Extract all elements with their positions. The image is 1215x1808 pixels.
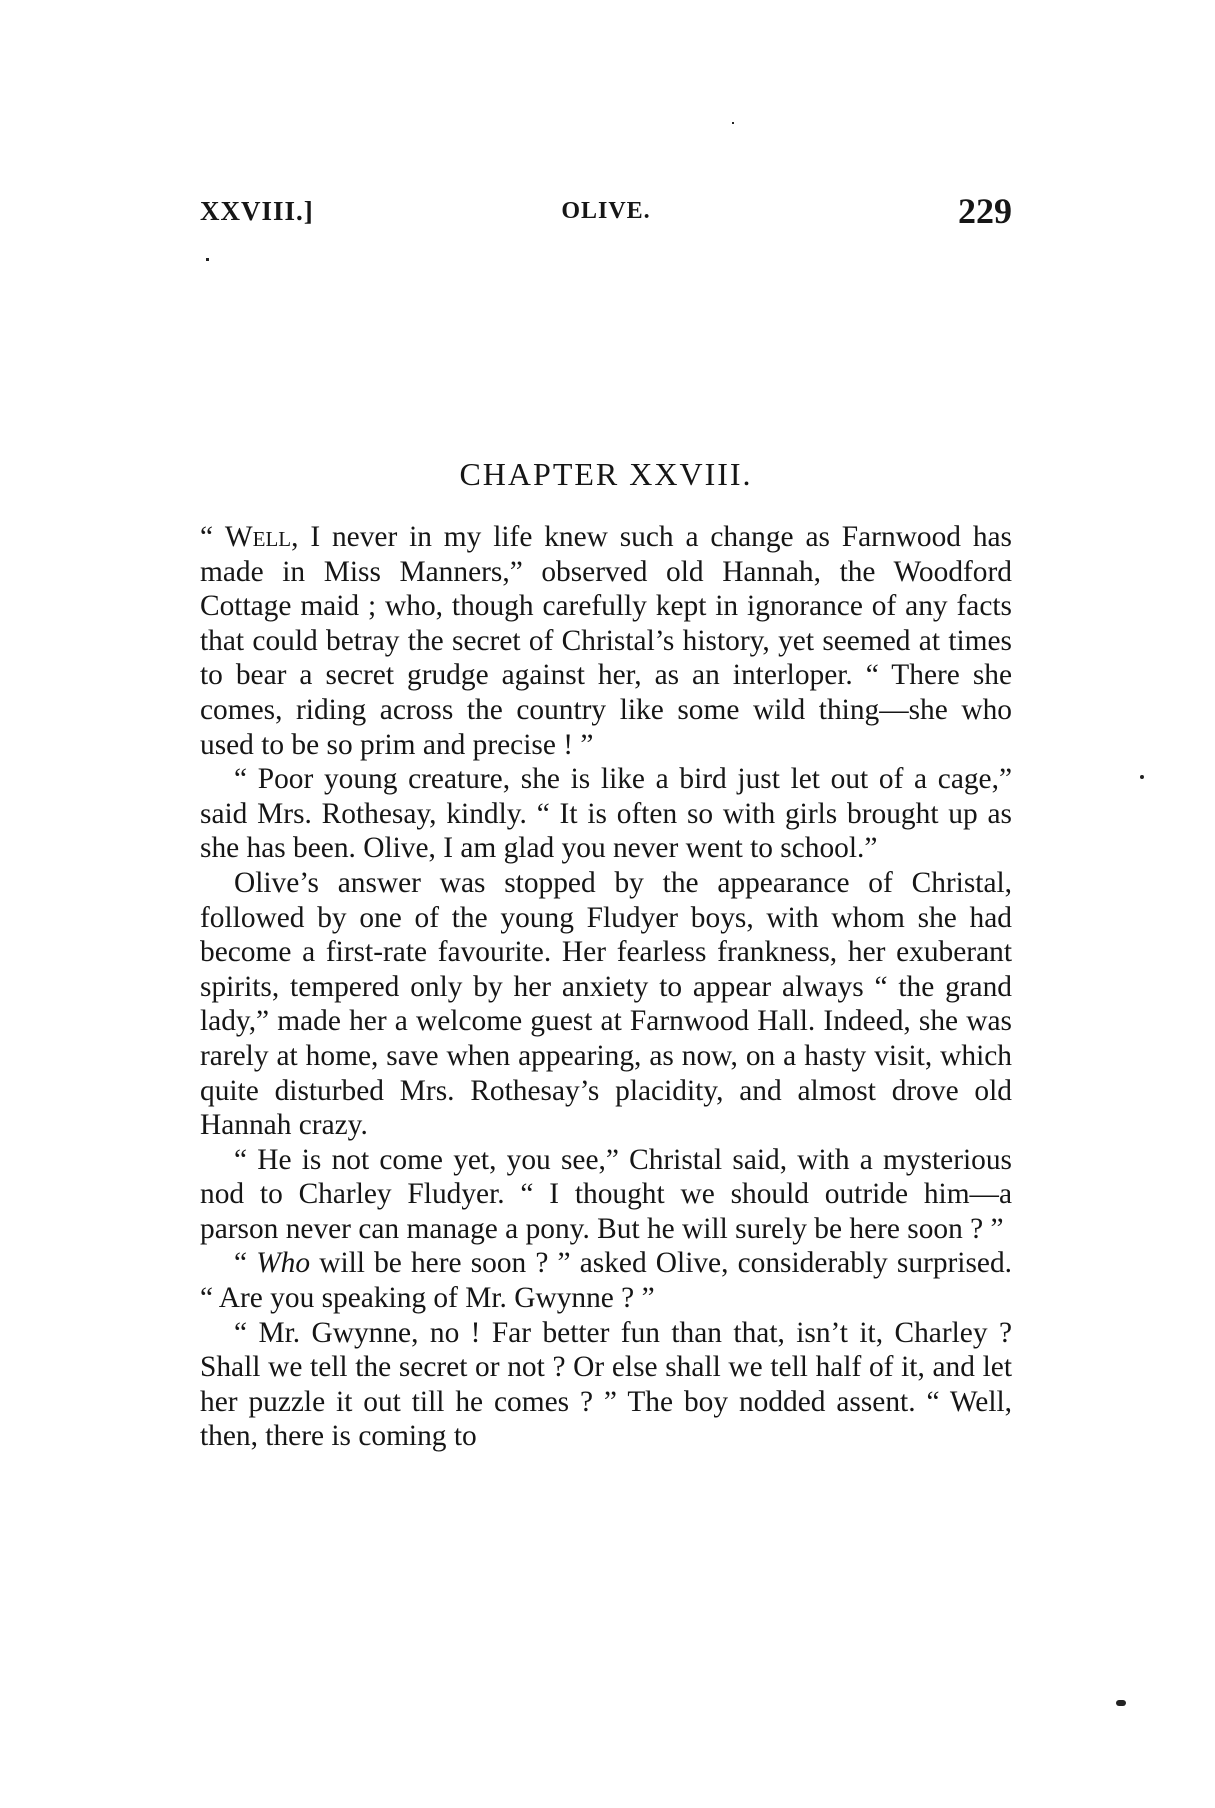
chapter-heading: CHAPTER XXVIII. <box>459 456 753 492</box>
speck-mark <box>1140 775 1144 779</box>
paragraph: Olive’s answer was stopped by the appearance of Christal, followed by one of the young Fludyer boys, with whom she had become a first-rate favourite. Her fearless frankness, her exuberant spirits, tempered only by her anxiety to appear always “ the grand lady,” made her a welcome guest at Farnwood Hall. Indeed, she was rarely at home, save when appearing, as now, on a hasty visit, which quite disturbed Mrs. Rothesay’s placidity, and almost drove old Hannah crazy. <box>200 866 1012 1142</box>
paragraph: “ He is not come yet, you see,” Christal said, with a mysterious nod to Charley Fludyer. “ I thought we should outride him—a parson never can manage a pony. But he will surely be here soon ? ” <box>200 1143 1012 1245</box>
paragraph: “ Poor young creature, she is like a bird just let out of a cage,” said Mrs. Rothesay, kindly. “ It is often so with girls brought up as she has been. Olive, I am glad you never went to school.” <box>200 763 1012 865</box>
paragraph: “ Who will be here soon ? ” asked Olive, considerably surprised. “ Are you speaking of Mr. Gwynne ? ” <box>200 1247 1012 1315</box>
body-text <box>200 520 1012 1454</box>
small-caps-lead: Well, <box>224 521 299 553</box>
paragraph: “ Well, I never in my life knew such a change as Farnwood has made in Miss Manners,” observed old Hannah, the Woodford Cottage maid ; who, though carefully kept in ignorance of any facts that could betray the secret of Christal’s history, yet seemed at times to bear a secret grudge against her, as an interloper. “ There she comes, riding across the country like some wild thing—she who used to be so prim and precise ! ” <box>200 521 1012 761</box>
speck-mark <box>206 258 209 261</box>
paragraph: “ Mr. Gwynne, no ! Far better fun than that, isn’t it, Charley ? Shall we tell the secret or not ? Or else shall we tell half of it, and let her puzzle it out till he comes ? ” The boy nodded assent. “ Well, then, there is coming to <box>200 1316 1012 1453</box>
page-number: 229 <box>958 191 1012 231</box>
italic-emphasis: Who <box>256 1247 311 1280</box>
running-head <box>200 191 1012 236</box>
running-head-chapter: XXVIII.] <box>200 196 314 226</box>
running-head-title: OLIVE. <box>561 198 651 224</box>
speck-mark <box>732 122 734 124</box>
speck-mark <box>1116 1700 1126 1706</box>
